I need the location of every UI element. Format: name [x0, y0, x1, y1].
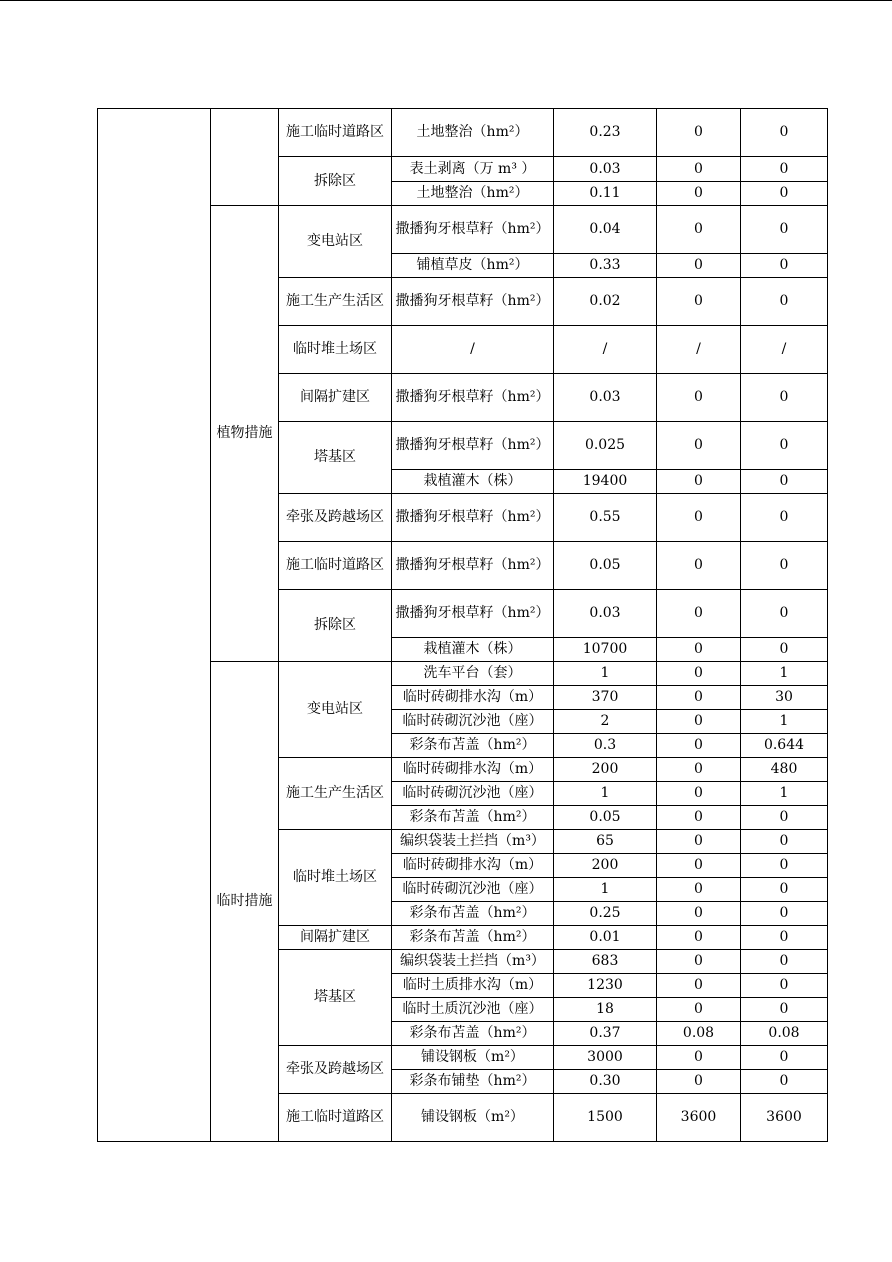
area-cell: 变电站区	[279, 662, 392, 758]
value-cell: 0	[741, 878, 828, 902]
value-cell: 1	[554, 878, 657, 902]
value-cell: 0.025	[554, 422, 657, 470]
measure-cell: 彩条布铺垫（hm²）	[392, 1070, 554, 1094]
measure-cell: 彩条布苫盖（hm²）	[392, 926, 554, 950]
value-cell: 0	[657, 758, 741, 782]
value-cell: 0	[657, 782, 741, 806]
value-cell: 0.30	[554, 1070, 657, 1094]
value-cell: 0	[657, 806, 741, 830]
value-cell: 0.05	[554, 542, 657, 590]
area-cell: 施工临时道路区	[279, 1094, 392, 1142]
area-cell: 拆除区	[279, 590, 392, 662]
value-cell: /	[657, 326, 741, 374]
measure-cell: 撒播狗牙根草籽（hm²）	[392, 590, 554, 638]
value-cell: 65	[554, 830, 657, 854]
measure-cell: 编织袋装土拦挡（m³）	[392, 830, 554, 854]
measure-cell: 撒播狗牙根草籽（hm²）	[392, 494, 554, 542]
value-cell: 0	[657, 662, 741, 686]
value-cell: 0	[657, 998, 741, 1022]
measure-cell: 撒播狗牙根草籽（hm²）	[392, 278, 554, 326]
value-cell: 0	[657, 926, 741, 950]
value-cell: 0.04	[554, 206, 657, 254]
value-cell: 10700	[554, 638, 657, 662]
value-cell: 0	[657, 494, 741, 542]
measure-cell: 彩条布苫盖（hm²）	[392, 734, 554, 758]
value-cell: 3600	[741, 1094, 828, 1142]
measure-cell: 彩条布苫盖（hm²）	[392, 902, 554, 926]
value-cell: 0	[741, 590, 828, 638]
page-top-rule	[0, 0, 892, 1]
group-cell: 植物措施	[211, 206, 279, 662]
value-cell: 0.02	[554, 278, 657, 326]
table-row	[98, 109, 828, 157]
value-cell: 0	[741, 638, 828, 662]
measure-cell: 洗车平台（套）	[392, 662, 554, 686]
value-cell: 19400	[554, 470, 657, 494]
value-cell: 0	[657, 734, 741, 758]
value-cell: 480	[741, 758, 828, 782]
value-cell: 0.03	[554, 374, 657, 422]
value-cell: 0	[657, 878, 741, 902]
area-cell: 牵张及跨越场区	[279, 494, 392, 542]
value-cell: 1	[554, 662, 657, 686]
value-cell: 0	[657, 830, 741, 854]
area-cell: 施工生产生活区	[279, 278, 392, 326]
area-cell: 施工生产生活区	[279, 758, 392, 830]
value-cell: 0	[741, 494, 828, 542]
value-cell: 0	[657, 422, 741, 470]
value-cell: 0	[741, 542, 828, 590]
value-cell: 0	[657, 109, 741, 157]
area-cell: 塔基区	[279, 950, 392, 1046]
value-cell: 0.644	[741, 734, 828, 758]
value-cell: 0.03	[554, 157, 657, 182]
measure-cell: 铺设钢板（m²）	[392, 1094, 554, 1142]
value-cell: 0	[741, 950, 828, 974]
value-cell: 18	[554, 998, 657, 1022]
value-cell: 30	[741, 686, 828, 710]
value-cell: 0	[741, 854, 828, 878]
measure-cell: 临时砖砌排水沟（m）	[392, 854, 554, 878]
value-cell: 0	[741, 974, 828, 998]
value-cell: 0	[657, 278, 741, 326]
value-cell: 0	[741, 806, 828, 830]
value-cell: 0	[741, 422, 828, 470]
value-cell: 0	[657, 590, 741, 638]
soil-conservation-measures-table	[97, 108, 828, 1142]
value-cell: 0.55	[554, 494, 657, 542]
value-cell: 0	[741, 1070, 828, 1094]
measure-cell: 临时砖砌排水沟（m）	[392, 758, 554, 782]
value-cell: 0	[741, 998, 828, 1022]
value-cell: 0	[741, 254, 828, 278]
value-cell: /	[741, 326, 828, 374]
value-cell: 3600	[657, 1094, 741, 1142]
value-cell: 0	[657, 542, 741, 590]
value-cell: 0.3	[554, 734, 657, 758]
area-cell: 塔基区	[279, 422, 392, 494]
value-cell: 0.03	[554, 590, 657, 638]
measure-cell: 临时砖砌排水沟（m）	[392, 686, 554, 710]
area-cell: 变电站区	[279, 206, 392, 278]
measure-cell: 撒播狗牙根草籽（hm²）	[392, 374, 554, 422]
area-cell: 临时堆土场区	[279, 830, 392, 926]
value-cell: 3000	[554, 1046, 657, 1070]
value-cell: 1	[554, 782, 657, 806]
value-cell: 0	[741, 470, 828, 494]
area-cell: 拆除区	[279, 157, 392, 206]
measure-cell: 临时砖砌沉沙池（座）	[392, 878, 554, 902]
value-cell: 0.11	[554, 182, 657, 206]
measure-cell: 撒播狗牙根草籽（hm²）	[392, 206, 554, 254]
value-cell: 0	[657, 1046, 741, 1070]
value-cell: 0	[657, 157, 741, 182]
measure-cell: 撒播狗牙根草籽（hm²）	[392, 542, 554, 590]
value-cell: 1500	[554, 1094, 657, 1142]
area-cell: 间隔扩建区	[279, 374, 392, 422]
value-cell: 0	[657, 470, 741, 494]
value-cell: 683	[554, 950, 657, 974]
value-cell: 0	[657, 254, 741, 278]
value-cell: 1	[741, 662, 828, 686]
measure-cell: 临时土质排水沟（m）	[392, 974, 554, 998]
value-cell: 0	[657, 182, 741, 206]
value-cell: 1	[741, 782, 828, 806]
value-cell: 200	[554, 854, 657, 878]
group-cell: 临时措施	[211, 662, 279, 1142]
measure-cell: 表土剥离（万 m³ ）	[392, 157, 554, 182]
value-cell: 0	[657, 206, 741, 254]
area-cell: 施工临时道路区	[279, 109, 392, 157]
value-cell: 0	[657, 1070, 741, 1094]
value-cell: 0	[741, 109, 828, 157]
value-cell: 0	[657, 902, 741, 926]
group-cell	[211, 109, 279, 206]
value-cell: 370	[554, 686, 657, 710]
value-cell: 2	[554, 710, 657, 734]
measure-cell: 临时砖砌沉沙池（座）	[392, 710, 554, 734]
value-cell: 1230	[554, 974, 657, 998]
value-cell: 0.08	[741, 1022, 828, 1046]
measure-cell: 编织袋装土拦挡（m³）	[392, 950, 554, 974]
measure-cell: 彩条布苫盖（hm²）	[392, 1022, 554, 1046]
value-cell: 0	[657, 710, 741, 734]
measure-cell: 栽植灌木（株）	[392, 470, 554, 494]
value-cell: 0	[741, 374, 828, 422]
area-cell: 牵张及跨越场区	[279, 1046, 392, 1094]
measure-cell: 铺设钢板（m²）	[392, 1046, 554, 1070]
value-cell: 0	[657, 374, 741, 422]
value-cell: 0	[657, 974, 741, 998]
value-cell: 0.01	[554, 926, 657, 950]
measure-cell: 撒播狗牙根草籽（hm²）	[392, 422, 554, 470]
measure-cell: 土地整治（hm²）	[392, 109, 554, 157]
value-cell: 0	[741, 1046, 828, 1070]
value-cell: 0	[657, 854, 741, 878]
value-cell: 0.08	[657, 1022, 741, 1046]
value-cell: 0.37	[554, 1022, 657, 1046]
area-cell: 施工临时道路区	[279, 542, 392, 590]
value-cell: 200	[554, 758, 657, 782]
measure-cell: 临时砖砌沉沙池（座）	[392, 782, 554, 806]
measure-cell: 栽植灌木（株）	[392, 638, 554, 662]
value-cell: 0.25	[554, 902, 657, 926]
measure-cell: 土地整治（hm²）	[392, 182, 554, 206]
value-cell: /	[554, 326, 657, 374]
measure-cell: /	[392, 326, 554, 374]
value-cell: 0	[657, 638, 741, 662]
value-cell: 0	[657, 686, 741, 710]
value-cell: 1	[741, 710, 828, 734]
value-cell: 0	[741, 157, 828, 182]
area-cell: 临时堆土场区	[279, 326, 392, 374]
value-cell: 0	[741, 926, 828, 950]
area-cell: 间隔扩建区	[279, 926, 392, 950]
value-cell: 0	[741, 902, 828, 926]
measure-cell: 彩条布苫盖（hm²）	[392, 806, 554, 830]
measure-cell: 铺植草皮（hm²）	[392, 254, 554, 278]
value-cell: 0	[741, 206, 828, 254]
measure-cell: 临时土质沉沙池（座）	[392, 998, 554, 1022]
value-cell: 0	[741, 278, 828, 326]
category-cell	[98, 109, 211, 1142]
value-cell: 0	[741, 182, 828, 206]
value-cell: 0	[741, 830, 828, 854]
value-cell: 0.05	[554, 806, 657, 830]
value-cell: 0.33	[554, 254, 657, 278]
value-cell: 0.23	[554, 109, 657, 157]
value-cell: 0	[657, 950, 741, 974]
